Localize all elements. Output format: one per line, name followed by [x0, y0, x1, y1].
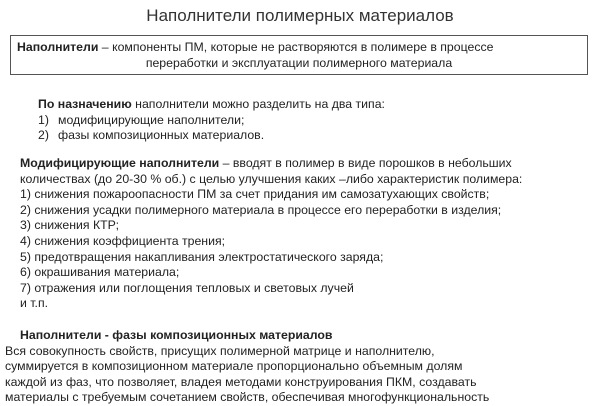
phases-heading: Наполнители - фазы композиционных материалов: [20, 328, 333, 342]
modifying-line: 3) снижения КТР;: [20, 218, 119, 233]
definition-text-line1: – компоненты ПМ, которые не растворяются в полимере в процессе: [98, 40, 494, 54]
phases-line: суммируется в композиционном материале пропорционально объемным долям: [5, 359, 463, 374]
definition-box: [10, 35, 588, 75]
modifying-line: 6) окрашивания материала;: [20, 265, 180, 280]
purpose-lead: [38, 97, 385, 113]
modifying-line: 1) снижения пожароопасности ПМ за счет придания им самозатухающих свойств;: [20, 187, 490, 202]
purpose-item-text: фазы композиционных материалов.: [58, 128, 265, 143]
phases-line: каждой из фаз, что позволяет, владея методами конструирования ПКМ, создавать: [5, 374, 477, 389]
slide-title: Наполнители полимерных материалов: [146, 6, 454, 25]
purpose-item: [38, 113, 385, 129]
definition-term: Наполнители: [17, 40, 99, 54]
modifying-line: 7) отражения или поглощения тепловых и световых лучей: [20, 280, 354, 295]
modifying-lead: [20, 156, 522, 172]
modifying-line: 2) снижения усадки полимерного материала в процессе его переработки в изделия;: [20, 202, 502, 217]
purpose-lead-text: наполнители можно разделить на два типа:: [131, 97, 385, 111]
modifying-line: 5) предотвращения накапливания электростатического заряда;: [20, 249, 384, 264]
modifying-section: [20, 156, 522, 312]
modifying-line: количествах (до 20-30 % об.) с целью улучшения каких –либо характеристик полимера:: [20, 171, 523, 186]
phases-line: материалы с требуемым сочетанием свойств, обеспечивая многофункциональность: [5, 390, 490, 405]
modifying-lead-bold: Модифицирующие наполнители: [20, 156, 220, 170]
purpose-lead-bold: По назначению: [38, 97, 132, 111]
purpose-item-number: 1): [38, 112, 49, 127]
purpose-item-text: модифицирующие наполнители;: [58, 112, 245, 127]
phases-line: Вся совокупность свойств, присущих полимерной матрице и наполнителю,: [5, 343, 435, 358]
definition-text-line2: переработки и эксплуатации полимерного материала: [145, 56, 453, 70]
modifying-line: и т.п.: [20, 296, 49, 311]
phases-section: [5, 328, 489, 406]
purpose-section: [38, 97, 385, 144]
modifying-line: 4) снижения коэффициента трения;: [20, 233, 226, 248]
purpose-item-number: 2): [38, 128, 49, 143]
modifying-lead-text: – вводят в полимер в виде порошков в небольших: [219, 156, 512, 170]
purpose-item: [38, 128, 385, 144]
